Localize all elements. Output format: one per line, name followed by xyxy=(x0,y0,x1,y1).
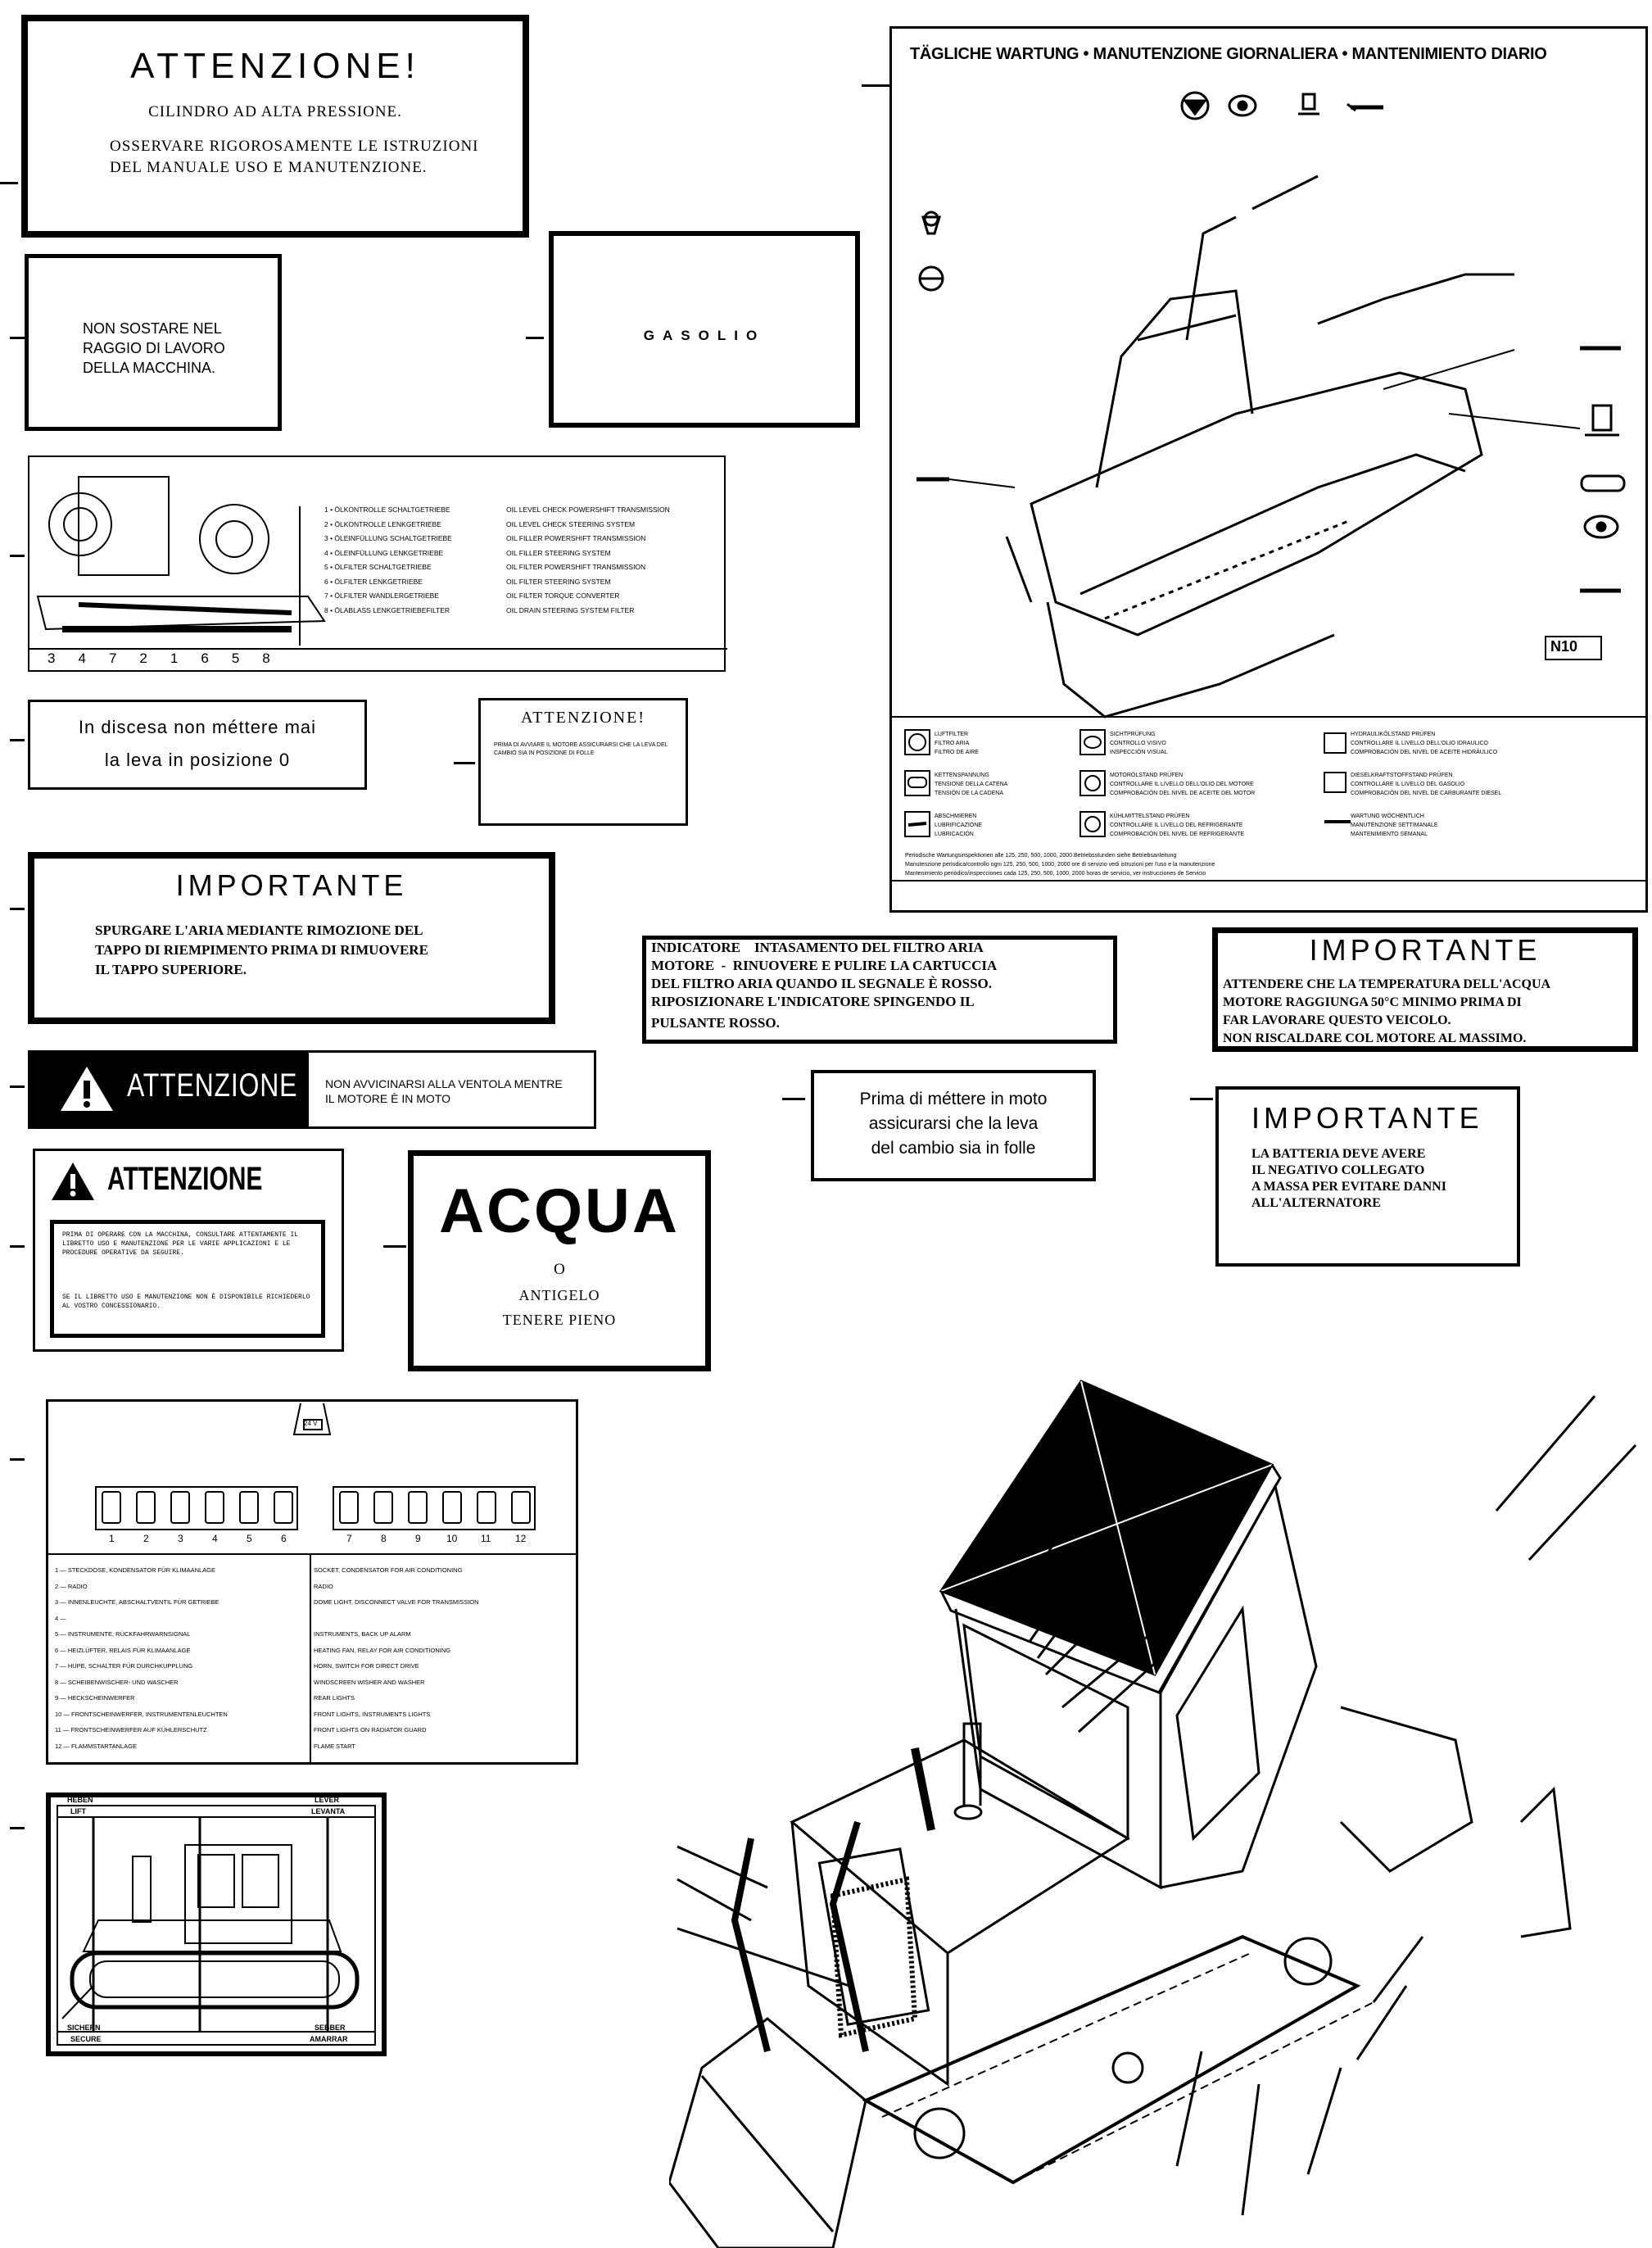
fuse-de: 8 — SCHEIBENWISCHER- UND WASCHER xyxy=(55,1678,179,1686)
decal-text: Prima di méttere in moto xyxy=(859,1090,1048,1108)
legend-de: MOTORÖLSTAND PRÜFEN xyxy=(1110,773,1184,778)
legend-de: KETTENSPANNUNG xyxy=(935,773,989,778)
decal-text: DEL FILTRO ARIA QUANDO IL SEGNALE È ROSSO. xyxy=(651,976,992,991)
schema-de: 1 • ÖLKONTROLLE SCHALTGETRIEBE xyxy=(324,505,450,514)
fuse-row xyxy=(55,1579,573,1595)
fuse-de: 12 — FLAMMSTARTANLAGE xyxy=(55,1742,138,1750)
decal-text: RIPOSIZIONARE L'INDICATORE SPINGENDO IL xyxy=(651,994,975,1009)
leader-line xyxy=(383,1245,406,1248)
decal-title: ATTENZIONE xyxy=(127,1067,298,1104)
legend-de: HYDRAULIKÖLSTAND PRÜFEN xyxy=(1351,732,1436,737)
fuse-number: 12 xyxy=(515,1533,527,1544)
panel-title: TÄGLICHE WARTUNG • MANUTENZIONE GIORNALIERA • MANTENIMIENTO DIARIO xyxy=(910,45,1547,63)
schema-row xyxy=(324,518,717,533)
lift-label: LEVER xyxy=(315,1796,340,1804)
decal-text: DELLA MACCHINA. xyxy=(83,360,216,376)
decal-text: ANTIGELO xyxy=(518,1287,600,1303)
fuse-number: 4 xyxy=(212,1533,218,1544)
decal-text: ATTENDERE CHE LA TEMPERATURA DELL'ACQUA xyxy=(1223,977,1551,991)
schema-row xyxy=(324,560,717,575)
fuse-de: 6 — HEIZLÜFTER, RELAIS FÜR KLIMAANLAGE xyxy=(55,1646,191,1654)
leader-line xyxy=(10,337,26,339)
leader-line xyxy=(10,1085,25,1088)
legend-de: KÜHLMITTELSTAND PRÜFEN xyxy=(1110,814,1190,819)
fuse-en: REAR LIGHTS xyxy=(314,1694,355,1702)
fuse-number: 11 xyxy=(481,1533,491,1544)
fuse-legend xyxy=(55,1562,573,1754)
legend-es: MANTENIMIENTO SEMANAL xyxy=(1351,832,1428,837)
legend-it: CONTROLLO VISIVO xyxy=(1110,741,1166,746)
decal-text: DEL MANUALE USO E MANUTENZIONE. xyxy=(110,159,428,176)
fuse-row xyxy=(55,1722,573,1738)
decal-ventola xyxy=(28,1050,596,1129)
legend-de: DIESELKRAFTSTOFFSTAND PRÜFEN xyxy=(1351,773,1453,778)
decal-text: In discesa non méttere mai xyxy=(78,717,317,737)
fuse-row xyxy=(55,1675,573,1691)
fuse-row xyxy=(55,1658,573,1675)
fuse-de: 3 — INNENLEUCHTE, ABSCHALTVENTIL FÜR GETRIEBE xyxy=(55,1598,220,1606)
decal-importante-aria xyxy=(28,852,555,1024)
legend-item xyxy=(935,812,982,839)
leader-line xyxy=(454,762,475,764)
legend-it: FILTRO ARIA xyxy=(935,741,970,746)
schema-number: 1 xyxy=(170,650,179,666)
legend-es: COMPROBACIÓN DEL NIVEL DE ACEITE HIDRÁULICO xyxy=(1351,750,1498,755)
legend-it: CONTROLLARE IL LIVELLO DELL'OLIO IDRAULICO xyxy=(1351,741,1488,746)
panel-tag: N10 xyxy=(1550,638,1578,655)
schema-number: 2 xyxy=(139,650,147,666)
decal-text: PULSANTE ROSSO. xyxy=(651,1015,780,1031)
legend-it: CONTROLLARE IL LIVELLO DELL'OLIO DEL MOTORE xyxy=(1110,782,1254,787)
decal-importante-batteria xyxy=(1215,1086,1520,1267)
schema-en: OIL LEVEL CHECK POWERSHIFT TRANSMISSION xyxy=(506,505,670,514)
fuse-de: 10 — FRONTSCHEINWERFER, INSTRUMENTENLEUCHTEN xyxy=(55,1710,228,1718)
fuse-number: 8 xyxy=(381,1533,387,1544)
decal-lift xyxy=(46,1793,387,2056)
lift-label: HEBEN xyxy=(67,1796,93,1804)
schema-row xyxy=(324,575,717,590)
schema-row xyxy=(324,503,717,518)
schema-en: OIL LEVEL CHECK STEERING SYSTEM xyxy=(506,519,636,528)
decal-transmission-schema xyxy=(28,455,726,672)
schema-de: 5 • ÖLFILTER SCHALTGETRIEBE xyxy=(324,563,432,571)
schema-en: OIL FILTER TORQUE CONVERTER xyxy=(506,591,620,600)
lift-label: SICHERN xyxy=(67,2024,101,2032)
schema-en: OIL FILLER POWERSHIFT TRANSMISSION xyxy=(506,534,646,542)
warning-triangle-icon xyxy=(50,1161,96,1202)
decal-daily-maintenance xyxy=(889,26,1648,913)
fuse-en: HORN, SWITCH FOR DIRECT DRIVE xyxy=(314,1662,419,1670)
fuse-row xyxy=(55,1738,573,1755)
decal-text: IL MOTORE È IN MOTO xyxy=(325,1092,450,1105)
decal-text: MOTORE RAGGIUNGA 50°C MINIMO PRIMA DI xyxy=(1223,995,1522,1009)
decal-text: del cambio sia in folle xyxy=(871,1139,1036,1158)
decal-text: LA BATTERIA DEVE AVERE xyxy=(1251,1147,1426,1161)
fuse-en: DOME LIGHT, DISCONNECT VALVE FOR TRANSMISSION xyxy=(314,1598,479,1606)
legend-item xyxy=(1351,730,1497,757)
schema-number-row xyxy=(48,650,270,667)
fuse-en: INSTRUMENTS, BACK UP ALARM xyxy=(314,1630,411,1638)
leader-line xyxy=(0,182,18,184)
decal-text: IL NEGATIVO COLLEGATO xyxy=(1251,1163,1425,1177)
decal-body-frame xyxy=(50,1220,325,1338)
schema-number: 4 xyxy=(78,650,86,666)
lift-label: SEBBER xyxy=(315,2024,346,2032)
decal-text: CILINDRO AD ALTA PRESSIONE. xyxy=(148,103,402,120)
fuse-en: FRONT LIGHTS, INSTRUMENTS LIGHTS xyxy=(314,1710,431,1718)
decal-title: IMPORTANTE xyxy=(1309,933,1541,967)
schema-de: 8 • ÖLABLASS LENKGETRIEBEFILTER xyxy=(324,605,450,614)
legend-item xyxy=(1110,812,1244,839)
schema-row xyxy=(324,532,717,546)
legend-es: INSPECCIÓN VISUAL xyxy=(1110,750,1168,755)
decal-text: ALL'ALTERNATORE xyxy=(1251,1196,1381,1210)
fuse-en: FRONT LIGHTS ON RADIATOR GUARD xyxy=(314,1726,427,1734)
decal-gasolio xyxy=(549,231,860,428)
fuse-en: SOCKET, CONDENSATOR FOR AIR CONDITIONING xyxy=(314,1566,463,1574)
leader-line xyxy=(526,337,544,339)
legend-de: LUFTFILTER xyxy=(935,732,969,737)
lift-label: SECURE xyxy=(70,2035,102,2043)
leader-line xyxy=(1190,1098,1213,1100)
fuse-number: 2 xyxy=(143,1533,149,1544)
decal-attenzione-manuale xyxy=(33,1149,344,1352)
decal-text: GASOLIO xyxy=(643,328,766,343)
decal-text: TENERE PIENO xyxy=(502,1312,617,1328)
fuse-row xyxy=(55,1562,573,1579)
decal-prima-moto xyxy=(811,1070,1096,1181)
decal-text: MOTORE - RINUOVERE E PULIRE LA CARTUCCIA xyxy=(651,958,998,973)
fuse-voltage: 24 V xyxy=(304,1420,318,1427)
leader-line xyxy=(10,908,25,910)
legend-de: WARTUNG WÖCHENTLICH xyxy=(1351,814,1424,819)
legend-item xyxy=(1110,730,1167,757)
leader-line xyxy=(10,739,25,741)
schema-de: 6 • ÖLFILTER LENKGETRIEBE xyxy=(324,577,423,586)
fuse-de: 9 — HECKSCHEINWERFER xyxy=(55,1694,135,1702)
decal-indicatore xyxy=(642,936,1117,1044)
decal-text: NON SOSTARE NEL xyxy=(83,320,222,337)
legend-item xyxy=(1110,771,1255,798)
footer-es: Mantenimiento periódico/inspecciones cada 125, 250, 500, 1000, 2000 horas de servicio, ver instrucciones de Servicio xyxy=(905,871,1206,877)
fuse-number: 9 xyxy=(415,1533,421,1544)
decal-text: NON RISCALDARE COL MOTORE AL MASSIMO. xyxy=(1223,1031,1527,1045)
schema-legend xyxy=(324,503,717,618)
legend-es: TENSIÓN DE LA CADENA xyxy=(935,791,1004,796)
fuse-row xyxy=(55,1690,573,1706)
legend-item xyxy=(935,771,1007,798)
decal-text: NON AVVICINARSI ALLA VENTOLA MENTRE xyxy=(325,1077,563,1090)
decal-cilindro-warning xyxy=(21,15,529,238)
legend-it: MANUTENZIONE SETTIMANALE xyxy=(1351,823,1438,828)
fuse-number: 10 xyxy=(446,1533,458,1544)
fuse-number: 3 xyxy=(178,1533,183,1544)
footer-de: Periodische Wartungsinspektionen alle 125, 250, 500, 1000, 2000 Betriebsstunden siehe Betriebsanleitung xyxy=(905,853,1177,859)
fuse-number: 5 xyxy=(247,1533,252,1544)
decal-text: INDICATORE INTASAMENTO DEL FILTRO ARIA xyxy=(651,940,984,955)
schema-row xyxy=(324,589,717,604)
leader-line xyxy=(782,1098,805,1100)
fuse-en: HEATING FAN, RELAY FOR AIR CONDITIONING xyxy=(314,1646,451,1654)
decal-title: ACQUA xyxy=(439,1176,680,1246)
legend-es: FILTRO DE AIRE xyxy=(935,750,979,755)
footer-it: Manutenzione periodica/controllo ogni 125, 250, 500, 1000, 2000 ore di servizio vedi istruzioni per l'uso e la manutenzione xyxy=(905,862,1215,868)
legend-de: ABSCHMIEREN xyxy=(935,814,977,819)
lift-label: LEVANTA xyxy=(311,1807,346,1815)
schema-de: 4 • ÖLEINFÜLLUNG LENKGETRIEBE xyxy=(324,548,444,557)
decal-text: IL TAPPO SUPERIORE. xyxy=(95,962,247,977)
schema-number: 6 xyxy=(201,650,209,666)
decal-text: FAR LAVORARE QUESTO VEICOLO. xyxy=(1223,1013,1451,1027)
decal-non-sostare xyxy=(25,254,282,431)
schema-number: 8 xyxy=(262,650,270,666)
legend-es: COMPROBACIÓN DEL NIVEL DE REFRIGERANTE xyxy=(1110,832,1245,837)
decal-importante-temp xyxy=(1212,927,1638,1052)
legend-item xyxy=(1351,812,1438,839)
fuse-number: 7 xyxy=(346,1533,352,1544)
fuse-de: 4 — xyxy=(55,1614,66,1622)
legend-de: SICHTPRÜFUNG xyxy=(1110,732,1156,737)
schema-en: OIL DRAIN STEERING SYSTEM FILTER xyxy=(506,605,635,614)
decal-text: assicurarsi che la leva xyxy=(868,1114,1039,1133)
fuse-en: WINDSCREEN WISHER AND WASHER xyxy=(314,1678,425,1686)
decal-title: ATTENZIONE! xyxy=(521,709,645,727)
leader-line xyxy=(10,555,25,557)
legend-it: LUBRIFICAZIONE xyxy=(935,823,982,828)
panel-footer xyxy=(905,851,1215,878)
decal-text: SPURGARE L'ARIA MEDIANTE RIMOZIONE DEL xyxy=(95,922,423,938)
leader-line xyxy=(10,1827,25,1829)
fuse-row xyxy=(55,1594,573,1611)
legend-item xyxy=(935,730,979,757)
fuse-en: RADIO xyxy=(314,1582,333,1590)
fuse-en: FLAME START xyxy=(314,1742,355,1750)
leader-line xyxy=(10,1245,25,1248)
schema-de: 2 • ÖLKONTROLLE LENKGETRIEBE xyxy=(324,519,441,528)
legend-it: TENSIONE DELLA CATENA xyxy=(935,782,1008,787)
decal-text: RAGGIO DI LAVORO xyxy=(83,340,225,356)
fuse-row xyxy=(55,1706,573,1723)
schema-en: OIL FILTER STEERING SYSTEM xyxy=(506,577,611,586)
fuse-row xyxy=(55,1626,573,1643)
schema-number: 7 xyxy=(108,650,117,666)
legend-es: COMPROBACIÓN DEL NIVEL DE ACEITE DEL MOTOR xyxy=(1110,791,1256,796)
schema-de: 3 • ÖLEINFÜLLUNG SCHALTGETRIEBE xyxy=(324,534,452,542)
fuse-de: 7 — HUPE, SCHALTER FÜR DURCHKUPPLUNG xyxy=(55,1662,193,1670)
legend-item xyxy=(1351,771,1501,798)
crawler-dozer-illustration xyxy=(669,1363,1652,2248)
decal-acqua xyxy=(408,1150,711,1371)
schema-number: 5 xyxy=(231,650,240,666)
decal-attenzione-small xyxy=(478,698,688,826)
fuse-de: 5 — INSTRUMENTE, RÜCKFAHRWARNSIGNAL xyxy=(55,1630,191,1638)
schema-number: 3 xyxy=(48,650,56,666)
decal-title: ATTENZIONE xyxy=(107,1161,263,1197)
decal-text: A MASSA PER EVITARE DANNI xyxy=(1251,1180,1446,1194)
legend-it: CONTROLLARE IL LIVELLO DEL GASOLIO xyxy=(1351,782,1465,787)
leader-line xyxy=(862,84,891,87)
lift-label: AMARRAR xyxy=(310,2035,348,2043)
lift-label: LIFT xyxy=(70,1807,86,1815)
leader-line xyxy=(10,1458,25,1461)
decal-fuse-box xyxy=(46,1399,578,1765)
decal-body: PRIMA DI OPERARE CON LA MACCHINA, CONSULTARE ATTENTAMENTE IL LIBRETTO USO E MANUTENZIONE PER LE VARIE APPLICAZIONI E LE PROCEDURE OPERATIVE DA SEGUIRE. xyxy=(62,1231,299,1257)
schema-row xyxy=(324,604,717,619)
fuse-number: 6 xyxy=(281,1533,287,1544)
fuse-de: 11 — FRONTSCHEINWERFER AUF KÜHLERSCHUTZ xyxy=(55,1726,207,1734)
legend-es: LUBRICACIÓN xyxy=(935,832,974,837)
legend-it: CONTROLLARE IL LIVELLO DEL REFRIGERANTE xyxy=(1110,823,1243,828)
schema-row xyxy=(324,546,717,561)
lift-drawing xyxy=(51,1797,382,2051)
fuse-number: 1 xyxy=(109,1533,115,1544)
warning-triangle-icon xyxy=(58,1064,115,1113)
decal-body: PRIMA DI AVVIARE IL MOTORE ASSICURARSI CHE LA LEVA DEL CAMBIO SIA IN POSIZIONE DI FOLLE xyxy=(494,742,668,756)
fuse-row xyxy=(55,1611,573,1627)
decal-body: SE IL LIBRETTO USO E MANUTENZIONE NON È DISPONIBILE RICHIEDERLO AL VOSTRO CONCESSIONARIO. xyxy=(62,1294,310,1310)
decal-discesa xyxy=(28,700,367,790)
decal-text: O xyxy=(554,1261,565,1278)
fuse-row xyxy=(55,1643,573,1659)
decal-title: ATTENZIONE! xyxy=(130,46,420,86)
legend-es: COMPROBACIÓN DEL NIVEL DE CARBURANTE DIESEL xyxy=(1351,791,1502,796)
schema-de: 7 • ÖLFILTER WANDLERGETRIEBE xyxy=(324,591,439,600)
schema-en: OIL FILTER POWERSHIFT TRANSMISSION xyxy=(506,563,646,571)
fuse-de: 2 — RADIO xyxy=(55,1582,88,1590)
schema-en: OIL FILLER STEERING SYSTEM xyxy=(506,548,611,557)
decal-title: IMPORTANTE xyxy=(1251,1101,1483,1135)
decal-text: TAPPO DI RIEMPIMENTO PRIMA DI RIMUOVERE xyxy=(95,942,428,958)
decal-title: IMPORTANTE xyxy=(175,868,408,902)
fuse-de: 1 — STECKDOSE, KONDENSATOR FÜR KLIMAANLAGE xyxy=(55,1566,216,1574)
decal-text: OSSERVARE RIGOROSAMENTE LE ISTRUZIONI xyxy=(110,138,479,155)
decal-text: la leva in posizione 0 xyxy=(104,750,291,770)
